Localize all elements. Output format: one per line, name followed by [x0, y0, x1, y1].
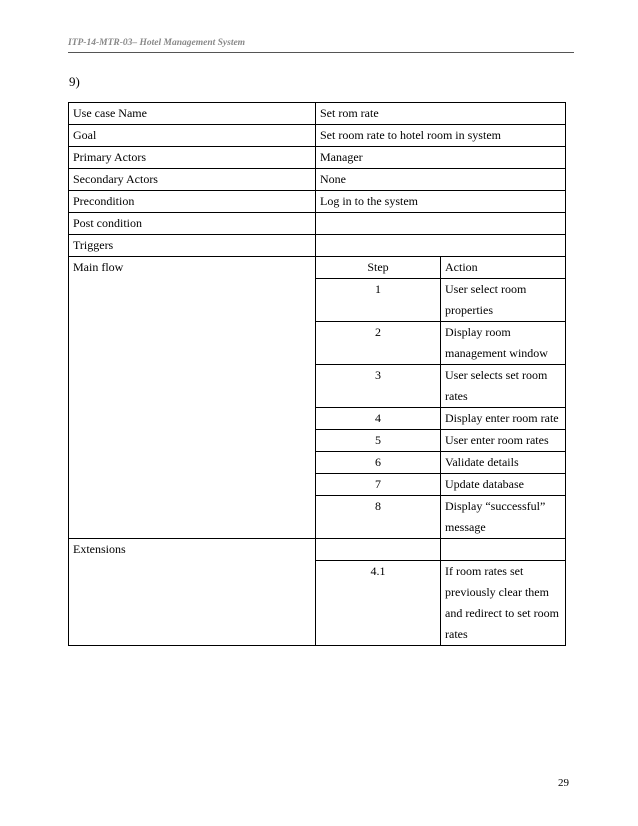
row-value: Set room rate to hotel room in system: [316, 125, 566, 147]
row-label: Secondary Actors: [69, 169, 316, 191]
step-number: 6: [316, 452, 441, 474]
main-flow-label: Main flow: [69, 257, 316, 539]
step-header: Step: [316, 257, 441, 279]
running-header: ITP-14-MTR-03– Hotel Management System: [68, 38, 246, 48]
step-number: 5: [316, 430, 441, 452]
row-label: Goal: [69, 125, 316, 147]
table-row: [69, 125, 566, 147]
table-row: [69, 235, 566, 257]
table-row: [69, 257, 566, 279]
step-action: Display room management window: [441, 322, 566, 365]
step-action: User enter room rates: [441, 430, 566, 452]
row-value: [316, 213, 566, 235]
table-row: [69, 539, 566, 561]
row-value: Manager: [316, 147, 566, 169]
row-value: [316, 235, 566, 257]
empty-cell: [441, 539, 566, 561]
row-label: Triggers: [69, 235, 316, 257]
row-label: Primary Actors: [69, 147, 316, 169]
step-action: Display enter room rate: [441, 408, 566, 430]
row-value: Set rom rate: [316, 103, 566, 125]
step-number: 3: [316, 365, 441, 408]
step-action: User selects set room rates: [441, 365, 566, 408]
step-action: Display “successful” message: [441, 496, 566, 539]
row-value: None: [316, 169, 566, 191]
step-number: 4: [316, 408, 441, 430]
row-value: Log in to the system: [316, 191, 566, 213]
step-number: 8: [316, 496, 441, 539]
table-row: [69, 213, 566, 235]
section-number: 9): [69, 74, 80, 89]
empty-cell: [316, 539, 441, 561]
row-label: Post condition: [69, 213, 316, 235]
table-row: [69, 169, 566, 191]
header-divider: [68, 52, 574, 53]
step-action: Validate details: [441, 452, 566, 474]
extension-step: 4.1: [316, 561, 441, 646]
page-number: 29: [558, 777, 569, 789]
table-row: [69, 147, 566, 169]
step-number: 2: [316, 322, 441, 365]
extension-action: If room rates set previously clear them and redirect to set room rates: [441, 561, 566, 646]
table-row: [69, 191, 566, 213]
step-number: 1: [316, 279, 441, 322]
step-number: 7: [316, 474, 441, 496]
use-case-table: [68, 102, 566, 646]
row-label: Precondition: [69, 191, 316, 213]
extensions-label: Extensions: [69, 539, 316, 646]
row-label: Use case Name: [69, 103, 316, 125]
step-action: User select room properties: [441, 279, 566, 322]
step-action: Update database: [441, 474, 566, 496]
table-row: [69, 103, 566, 125]
action-header: Action: [441, 257, 566, 279]
